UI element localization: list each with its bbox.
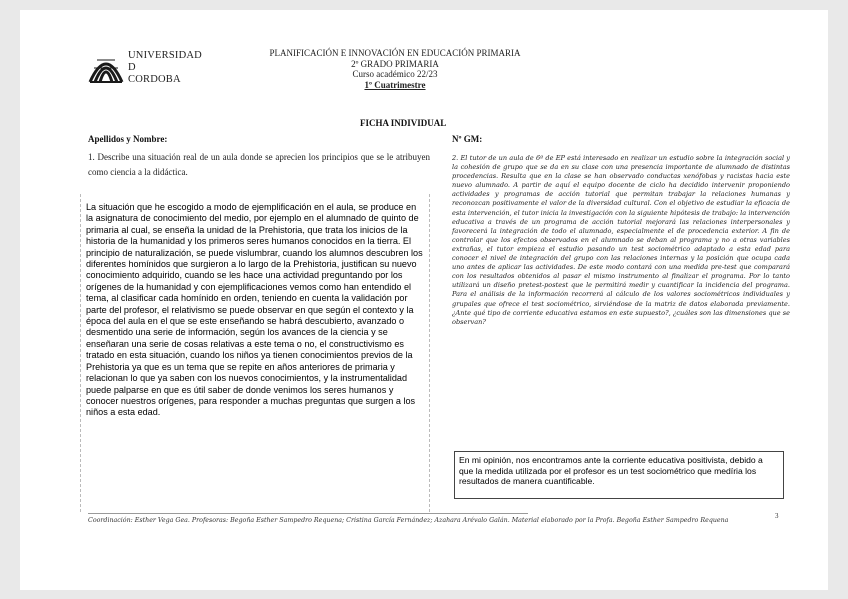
case-study-text: 2. El tutor de un aula de 6º de EP está interesado en realizar un estudio sobre la integración social y la cohesión de grupo que se da en su clase con una presencia importante de alumnado de distintas procedencias. Resulta que en la clase se han observado conductas xenófobas y racistas hacia este nuevo alumnado. A partir de aquí el equipo docente de ciclo ha decidido intervenir proponiendo actividades y programas de acción tutorial que permitan trabajar la relaciones humanas y reconozcan positivamente el valor de la diversidad cultural. Con el objetivo de estudiar la eficacia de esta intervención, el tutor inicia la investigación con la siguiente hipótesis de trabajo: la intervención educativa a través de un programa de acción tutorial mejorará las relaciones interpersonales y favorecerá la integración de todo el alumnado, especialmente el de procedencia exterior. A fin de controlar que los efectos observados en el alumnado se deban al programa y no a otras variables extrañas, el tutor empieza el estudio pasando un test sociométrico adaptado a esta edad para conocer el nivel de integración del grupo con las relaciones internas y la posición que ocupa cada uno antes de aplicar las actividades. De este modo contará con una medida pre-test que comparará con los resultados obtenidos al pasar el mismo instrumento al finalizar el programa. Por lo tanto utilizará un diseño pretest-postest que le permitirá medir y cuantificar la incidencia del programa. Para el análisis de la información recorrerá al cálculo de los valores sociométricos individuales y grupales que ofrece el test sociométrico, sirviéndose de la matriz de datos elaborada previamente. ¿Ante qué tipo de corriente educativa estamos en este supuesto?, ¿cuáles son las dimensiones que se observan? — [452, 154, 790, 326]
header-line-3: Curso académico 22/23 — [352, 69, 438, 79]
header-line-2: 2º GRADO PRIMARIA — [351, 58, 439, 69]
question-1: 1. Describe una situación real de un aula donde se aprecien los principios que se le atribuyen como ciencia a la didáctica. — [88, 152, 430, 177]
ficha-title: FICHA INDIVIDUAL — [360, 118, 447, 128]
header-term: 1º Cuatrimestre — [364, 79, 426, 90]
name-label: Apellidos y Nombre: — [88, 134, 168, 144]
opinion-box: En mi opinión, nos encontramos ante la corriente educativa positivista, debido a que la medida utilizada por el profesor es un test sociométrico que medíria los resultados de manera cuantificable. — [454, 451, 784, 499]
document-page — [20, 10, 828, 590]
answer-text: La situación que he escogido a modo de ejemplificación en el aula, se produce en la asignatura de conocimiento del medio, por ejemplo en el alumnado de quinto de primaria al cual, se enseña la unidad de la Prehistoria, que trata los inicios de la historia de la humanidad y los primeros seres humanos conocidos en la tierra. El principio de naturalización, se puede vislumbrar, cuando los alumnos descubren los diferentes homínidos que surgieron a lo largo de la Prehistoria, justifican su nuevo conocimiento adquirido, cuando se les hace una actividad preguntando por los orígenes de la humanidad y con ejemplificaciones vemos como han entendido el tema, al clasificar cada homínido en orden, teniendo en cuenta la validación por parte del profesor, el relativismo se puede observar en que según el contexto y la época del aula en el que se este enseñando se habrá descubierto, avanzado o desmentido una serie de información, según los avances de la ciencia y se enseñaran una serie de cosas relativas a este tema o no, el constructivismo es tratado en esta situación, cuando los niños ya tienen conocimientos previos de la Prehistoria ya que es un tema que se repite en años anteriores de primaria y relacionan lo que ya saben con los nuevos conocimientos, y la instrumentalidad puede palparse en que es útil saber de donde venimos los seres humanos y conocer nuestros orígenes, para responder a muchas preguntas que surgen a los niños a esta edad. — [86, 202, 423, 418]
university-emblem-icon — [88, 48, 124, 84]
document-header — [230, 48, 560, 90]
logo-text: UNIVERSIDAD D CORDOBA — [128, 50, 202, 85]
footer-credits: Coordinación: Esther Vega Gea. Profesoras: Begoña Esther Sampedro Requena; Cristina García Fernández; Azahara Arévalo Galán. Material elaborado por la Profa. Begoña Esther Sampedro Requena — [88, 517, 729, 524]
page-number: 3 — [775, 512, 779, 520]
university-logo — [88, 44, 228, 90]
footer-divider — [88, 513, 528, 514]
header-line-1: PLANIFICACIÓN E INNOVACIÓN EN EDUCACIÓN PRIMARIA — [269, 48, 521, 58]
group-label: Nº GM: — [452, 134, 483, 144]
